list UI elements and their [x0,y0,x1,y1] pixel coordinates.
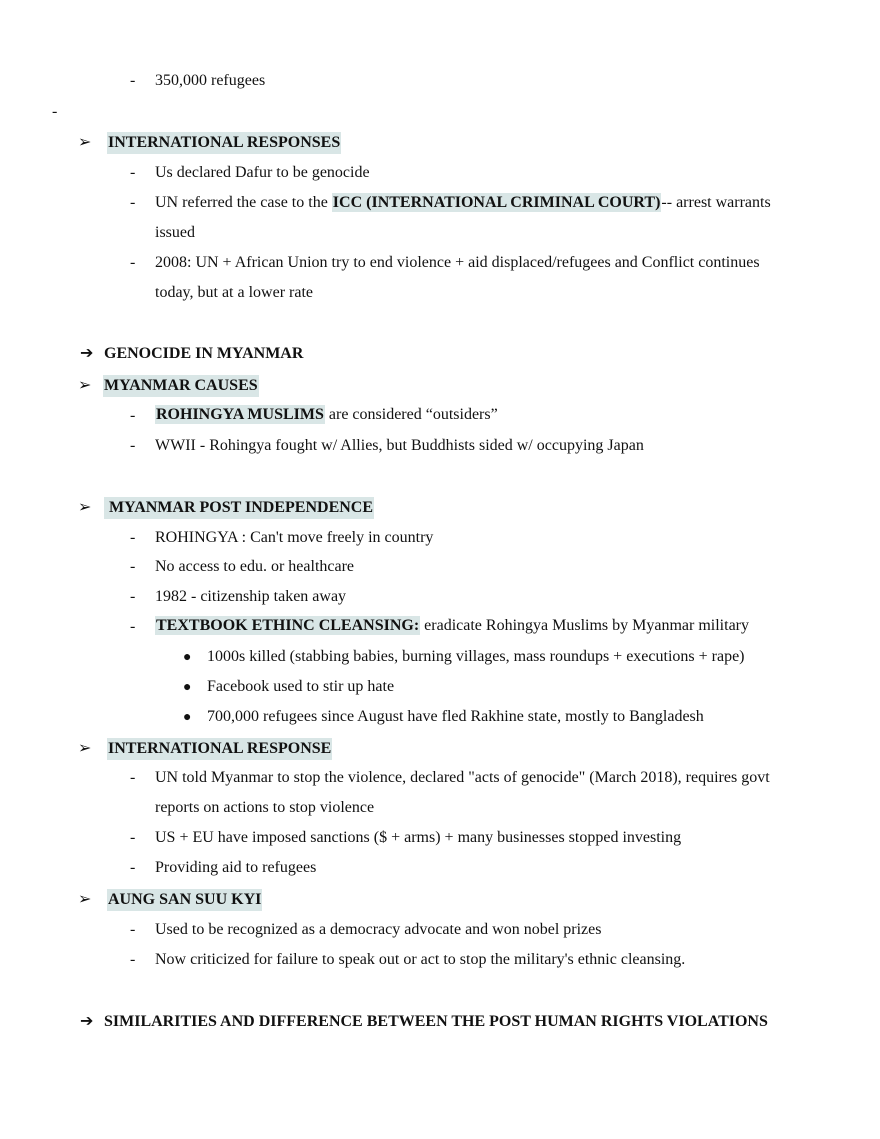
list-item: Providing aid to refugees [155,859,317,876]
section-heading [104,497,374,519]
heading-text: MYANMAR POST INDEPENDENCE [109,499,374,516]
sub-list-item: 700,000 refugees since August have fled Rakhine state, mostly to Bangladesh [207,708,704,725]
sub-list-item: 1000s killed (stabbing babies, burning villages, mass roundups + executions + rape) [207,648,745,665]
bullet-dot-icon: ● [183,650,192,665]
list-item [155,616,749,636]
highlighted-term: TEXTBOOK ETHINC CLEANSING: [156,617,420,634]
list-item: 1982 - citizenship taken away [155,588,347,605]
arrowhead-bullet-icon: ➢ [78,499,92,516]
dash-marker: - [130,558,136,575]
item-text: are considered “outsiders” [324,406,498,423]
dash-marker: - [130,194,136,211]
dash-marker: - [130,769,136,786]
list-item: No access to edu. or healthcare [155,558,355,575]
dash-marker: - [130,829,136,846]
dash-marker: - [130,618,136,635]
dash-marker: - [130,588,136,605]
dash-marker: - [130,859,136,876]
list-item: US + EU have imposed sanctions ($ + arms) + many businesses stopped investing [155,829,682,846]
section-heading: MYANMAR CAUSES [103,375,259,397]
sub-list-item: Facebook used to stir up hate [207,678,395,695]
arrowhead-bullet-icon: ➢ [78,740,92,757]
list-item [155,193,771,213]
dash-marker: - [130,951,136,968]
list-item: Used to be recognized as a democracy advocate and won nobel prizes [155,921,602,938]
section-heading: INTERNATIONAL RESPONSE [107,738,332,760]
dash-marker: - [130,72,136,89]
list-item: 350,000 refugees [155,72,266,89]
list-item-continuation: reports on actions to stop violence [155,799,375,816]
section-heading: AUNG SAN SUU KYI [107,889,262,911]
highlighted-term: ICC (INTERNATIONAL CRIMINAL COURT) [332,194,661,211]
section-heading: GENOCIDE IN MYANMAR [104,345,304,362]
arrowhead-bullet-icon: ➢ [78,891,92,908]
bullet-dot-icon: ● [183,680,192,695]
stray-dash: - [52,103,58,120]
item-text: UN referred the case to the [155,194,332,211]
section-heading: SIMILARITIES AND DIFFERENCE BETWEEN THE POST HUMAN RIGHTS VIOLATIONS [104,1013,768,1030]
dash-marker: - [130,437,136,454]
list-item-continuation: issued [155,224,195,241]
bullet-dot-icon: ● [183,710,192,725]
item-text: eradicate Rohingya Muslims by Myanmar military [420,617,749,634]
list-item [155,405,498,425]
arrowhead-bullet-icon: ➢ [78,134,92,151]
highlighted-term: ROHINGYA MUSLIMS [156,406,324,423]
list-item-continuation: today, but at a lower rate [155,284,314,301]
dash-marker: - [130,254,136,271]
list-item: 2008: UN + African Union try to end violence + aid displaced/refugees and Conflict continues [155,254,760,271]
section-heading: INTERNATIONAL RESPONSES [107,132,341,154]
arrowhead-bullet-icon: ➢ [78,377,92,394]
dash-marker: - [130,529,136,546]
dash-marker: - [130,921,136,938]
dash-marker: - [130,164,136,181]
list-item: WWII - Rohingya fought w/ Allies, but Buddhists sided w/ occupying Japan [155,437,644,454]
list-item: ROHINGYA : Can't move freely in country [155,529,434,546]
item-text: -- arrest warrants [661,194,771,211]
dash-marker: - [130,407,136,424]
list-item: Us declared Dafur to be genocide [155,164,370,181]
list-item: Now criticized for failure to speak out or act to stop the military's ethnic cleansing. [155,951,686,968]
arrow-right-icon: ➔ [80,345,94,362]
arrow-right-icon: ➔ [80,1013,94,1030]
list-item: UN told Myanmar to stop the violence, declared "acts of genocide" (March 2018), requires govt [155,769,770,786]
